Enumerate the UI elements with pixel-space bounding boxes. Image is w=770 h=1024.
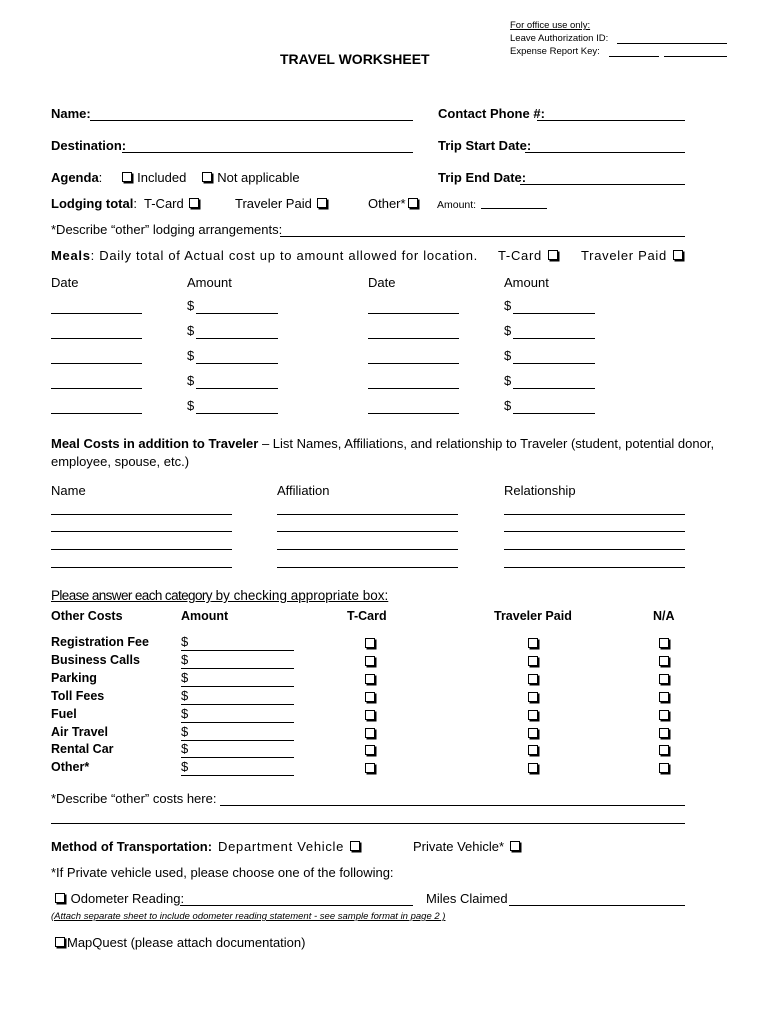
meal-date-field[interactable] <box>51 313 142 314</box>
meal-date-field[interactable] <box>51 363 142 364</box>
category-label: Parking <box>51 670 97 685</box>
lodging-other-checkbox[interactable] <box>408 198 418 208</box>
meal-amount-field[interactable] <box>196 363 278 364</box>
category-label: Other* <box>51 760 90 775</box>
lodging-traveler-paid-label: Traveler Paid <box>235 196 312 211</box>
meal-costs-relationship-header: Relationship <box>504 483 576 498</box>
categories-na-header: N/A <box>653 609 675 623</box>
name-field[interactable] <box>90 120 413 121</box>
meal-amount-field[interactable] <box>513 388 595 389</box>
meal-date-field[interactable] <box>51 413 142 414</box>
meal-amount-field[interactable] <box>513 338 595 339</box>
private-vehicle-note: *If Private vehicle used, please choose one of the following: <box>51 865 394 880</box>
lodging-colon: : <box>133 196 137 211</box>
lodging-traveler-paid-checkbox[interactable] <box>317 198 327 208</box>
department-vehicle-checkbox[interactable] <box>350 841 360 851</box>
category-tcard-checkbox[interactable] <box>365 692 375 702</box>
guest-affiliation-field[interactable] <box>277 531 458 532</box>
category-amount-field[interactable] <box>181 775 294 776</box>
meals-date-header-1: Date <box>51 275 79 290</box>
meals-amount-header-1: Amount <box>187 275 232 290</box>
department-vehicle-option <box>218 839 362 854</box>
category-na-checkbox[interactable] <box>659 710 669 720</box>
department-vehicle-label: Department Vehicle <box>218 839 345 854</box>
category-amount-field[interactable] <box>181 668 294 669</box>
lodging-label-group <box>51 196 137 211</box>
meals-traveler-paid-label: Traveler Paid <box>581 248 667 263</box>
trip-end-label: Trip End Date: <box>438 170 527 185</box>
dollar-sign: $ <box>187 348 195 363</box>
attach-note: (Attach separate sheet to include odometer reading statement - see sample format in page 2 ) <box>51 911 446 922</box>
dollar-sign: $ <box>181 634 189 649</box>
category-traveler-paid-checkbox[interactable] <box>528 638 538 648</box>
mapquest-label: MapQuest (please attach documentation) <box>67 935 306 950</box>
meal-amount-field[interactable] <box>513 313 595 314</box>
trip-start-field[interactable] <box>525 152 685 153</box>
meal-date-field[interactable] <box>51 388 142 389</box>
meal-costs-line-1 <box>51 436 714 451</box>
category-na-checkbox[interactable] <box>659 745 669 755</box>
guest-relationship-field[interactable] <box>504 531 685 532</box>
guest-affiliation-field[interactable] <box>277 549 458 550</box>
meals-amount-header-2: Amount <box>504 275 549 290</box>
lodging-describe-field[interactable] <box>280 236 685 237</box>
leave-authorization-line[interactable] <box>617 43 727 44</box>
meals-label: Meals <box>51 248 91 263</box>
meal-amount-field[interactable] <box>196 313 278 314</box>
meal-costs-affiliation-header: Affiliation <box>277 483 330 498</box>
category-label: Toll Fees <box>51 688 105 703</box>
category-traveler-paid-checkbox[interactable] <box>528 710 538 720</box>
guest-name-field[interactable] <box>51 567 232 568</box>
agenda-row <box>51 170 300 185</box>
category-na-checkbox[interactable] <box>659 656 669 666</box>
lodging-tcard-option <box>144 196 201 211</box>
category-amount-field[interactable] <box>181 704 294 705</box>
agenda-not-applicable-label: Not applicable <box>217 170 300 185</box>
dollar-sign: $ <box>504 298 512 313</box>
meal-date-field[interactable] <box>368 313 459 314</box>
meal-costs-heading: Meal Costs in addition to Traveler <box>51 436 259 451</box>
miles-claimed-field[interactable] <box>509 905 685 906</box>
meals-tcard-label: T-Card <box>498 248 542 263</box>
category-amount-field[interactable] <box>181 650 294 651</box>
category-traveler-paid-checkbox[interactable] <box>528 745 538 755</box>
meal-date-field[interactable] <box>368 338 459 339</box>
categories-amount-header: Amount <box>181 609 229 623</box>
meal-date-field[interactable] <box>368 363 459 364</box>
meal-costs-name-header: Name <box>51 483 86 498</box>
category-amount-field[interactable] <box>181 686 294 687</box>
lodging-other-label: Other* <box>368 196 406 211</box>
categories-instruction-1: Please answer each category <box>51 588 212 603</box>
office-use-heading: For office use only: <box>510 20 591 31</box>
category-tcard-checkbox[interactable] <box>365 763 375 773</box>
expense-report-line-2[interactable] <box>664 56 727 57</box>
category-label: Rental Car <box>51 742 114 757</box>
meal-amount-field[interactable] <box>196 388 278 389</box>
destination-field[interactable] <box>122 152 413 153</box>
private-vehicle-label: Private Vehicle* <box>413 839 505 854</box>
page-title: TRAVEL WORKSHEET <box>280 51 430 67</box>
meals-tcard-checkbox[interactable] <box>548 250 558 260</box>
dollar-sign: $ <box>181 723 189 739</box>
meals-tcard-option <box>498 248 560 263</box>
guest-affiliation-field[interactable] <box>277 567 458 568</box>
dollar-sign: $ <box>181 705 189 721</box>
category-na-checkbox[interactable] <box>659 763 669 773</box>
category-tcard-checkbox[interactable] <box>365 710 375 720</box>
guest-affiliation-field[interactable] <box>277 514 458 515</box>
dollar-sign: $ <box>181 669 189 685</box>
category-label: Registration Fee <box>51 635 149 649</box>
category-traveler-paid-checkbox[interactable] <box>528 674 538 684</box>
destination-label: Destination: <box>51 138 127 153</box>
guest-name-field[interactable] <box>51 531 232 532</box>
lodging-amount-field[interactable] <box>481 208 547 209</box>
dollar-sign: $ <box>504 323 512 338</box>
category-na-checkbox[interactable] <box>659 638 669 648</box>
mapquest-option <box>51 935 305 950</box>
dollar-sign: $ <box>187 373 195 388</box>
odometer-field[interactable] <box>180 905 413 906</box>
dollar-sign: $ <box>187 398 195 413</box>
lodging-tcard-label: T-Card <box>144 196 184 211</box>
guest-relationship-field[interactable] <box>504 514 685 515</box>
category-tcard-checkbox[interactable] <box>365 674 375 684</box>
describe-other-costs-field-2[interactable] <box>51 823 685 824</box>
category-label: Fuel <box>51 706 77 721</box>
dollar-sign: $ <box>181 651 189 667</box>
meal-amount-field[interactable] <box>196 413 278 414</box>
guest-name-field[interactable] <box>51 549 232 550</box>
agenda-not-applicable-checkbox[interactable] <box>202 172 212 182</box>
meal-costs-text-2: employee, spouse, etc.) <box>51 454 190 469</box>
agenda-included-label: Included <box>137 170 187 185</box>
category-amount-field[interactable] <box>181 722 294 723</box>
category-tcard-checkbox[interactable] <box>365 656 375 666</box>
agenda-label: Agenda <box>51 170 99 185</box>
meals-date-header-2: Date <box>368 275 396 290</box>
dollar-sign: $ <box>187 298 195 313</box>
transport-row <box>51 839 212 854</box>
meal-date-field[interactable] <box>368 413 459 414</box>
meals-description: : Daily total of Actual cost up to amount allowed for location. <box>90 248 478 263</box>
expense-report-label: Expense Report Key: <box>510 46 600 57</box>
contact-phone-field[interactable] <box>537 120 685 121</box>
meals-row <box>51 248 478 263</box>
lodging-other-option <box>368 196 420 211</box>
trip-start-label: Trip Start Date: <box>438 138 532 153</box>
mapquest-checkbox[interactable] <box>55 937 65 947</box>
dollar-sign: $ <box>181 759 189 775</box>
categories-instruction-2: by checking appropriate box: <box>211 588 389 603</box>
lodging-label: Lodging total <box>51 196 134 211</box>
category-traveler-paid-checkbox[interactable] <box>528 656 538 666</box>
category-tcard-checkbox[interactable] <box>365 745 375 755</box>
guest-name-field[interactable] <box>51 514 232 515</box>
meal-date-field[interactable] <box>368 388 459 389</box>
meal-date-field[interactable] <box>51 338 142 339</box>
meals-traveler-paid-option <box>581 248 685 263</box>
category-na-checkbox[interactable] <box>659 692 669 702</box>
describe-other-costs-field[interactable] <box>220 805 685 806</box>
category-na-checkbox[interactable] <box>659 674 669 684</box>
trip-end-field[interactable] <box>520 184 685 185</box>
categories-tcard-header: T-Card <box>347 609 387 623</box>
category-amount-field[interactable] <box>181 757 294 758</box>
miles-claimed-label: Miles Claimed <box>426 891 508 906</box>
category-tcard-checkbox[interactable] <box>365 728 375 738</box>
meal-amount-field[interactable] <box>196 338 278 339</box>
dollar-sign: $ <box>504 398 512 413</box>
category-tcard-checkbox[interactable] <box>365 638 375 648</box>
category-traveler-paid-checkbox[interactable] <box>528 692 538 702</box>
category-amount-field[interactable] <box>181 740 294 741</box>
lodging-traveler-paid-option <box>235 196 329 211</box>
meals-traveler-paid-checkbox[interactable] <box>673 250 683 260</box>
dollar-sign: $ <box>181 741 189 757</box>
transport-label: Method of Transportation: <box>51 839 213 854</box>
category-traveler-paid-checkbox[interactable] <box>528 728 538 738</box>
lodging-amount-label: Amount: <box>437 199 477 211</box>
guest-relationship-field[interactable] <box>504 567 685 568</box>
category-na-checkbox[interactable] <box>659 728 669 738</box>
describe-other-costs-label: *Describe “other” costs here: <box>51 791 217 806</box>
categories-instruction <box>51 588 388 603</box>
meal-amount-field[interactable] <box>513 413 595 414</box>
odometer-checkbox[interactable] <box>55 893 65 903</box>
agenda-included-checkbox[interactable] <box>122 172 132 182</box>
dollar-sign: $ <box>187 323 195 338</box>
odometer-option <box>51 891 184 906</box>
category-label: Air Travel <box>51 724 108 739</box>
meal-costs-text-1: – List Names, Affiliations, and relationship to Traveler (student, potential donor, <box>258 436 715 451</box>
dollar-sign: $ <box>504 348 512 363</box>
odometer-label: Odometer Reading: <box>70 891 185 906</box>
other-costs-header: Other Costs <box>51 609 123 623</box>
contact-phone-label: Contact Phone #: <box>438 106 545 121</box>
name-label: Name: <box>51 106 91 121</box>
lodging-tcard-checkbox[interactable] <box>189 198 199 208</box>
dollar-sign: $ <box>504 373 512 388</box>
guest-relationship-field[interactable] <box>504 549 685 550</box>
dollar-sign: $ <box>181 687 189 703</box>
expense-report-line-1[interactable] <box>609 56 659 57</box>
agenda-colon: : <box>98 170 103 185</box>
meal-amount-field[interactable] <box>513 363 595 364</box>
category-label: Business Calls <box>51 652 140 667</box>
private-vehicle-checkbox[interactable] <box>510 841 520 851</box>
leave-authorization-label: Leave Authorization ID: <box>510 33 609 44</box>
categories-traveler-paid-header: Traveler Paid <box>494 609 572 623</box>
category-traveler-paid-checkbox[interactable] <box>528 763 538 773</box>
private-vehicle-option <box>413 839 522 854</box>
lodging-describe-label: *Describe “other” lodging arrangements: <box>51 222 283 237</box>
